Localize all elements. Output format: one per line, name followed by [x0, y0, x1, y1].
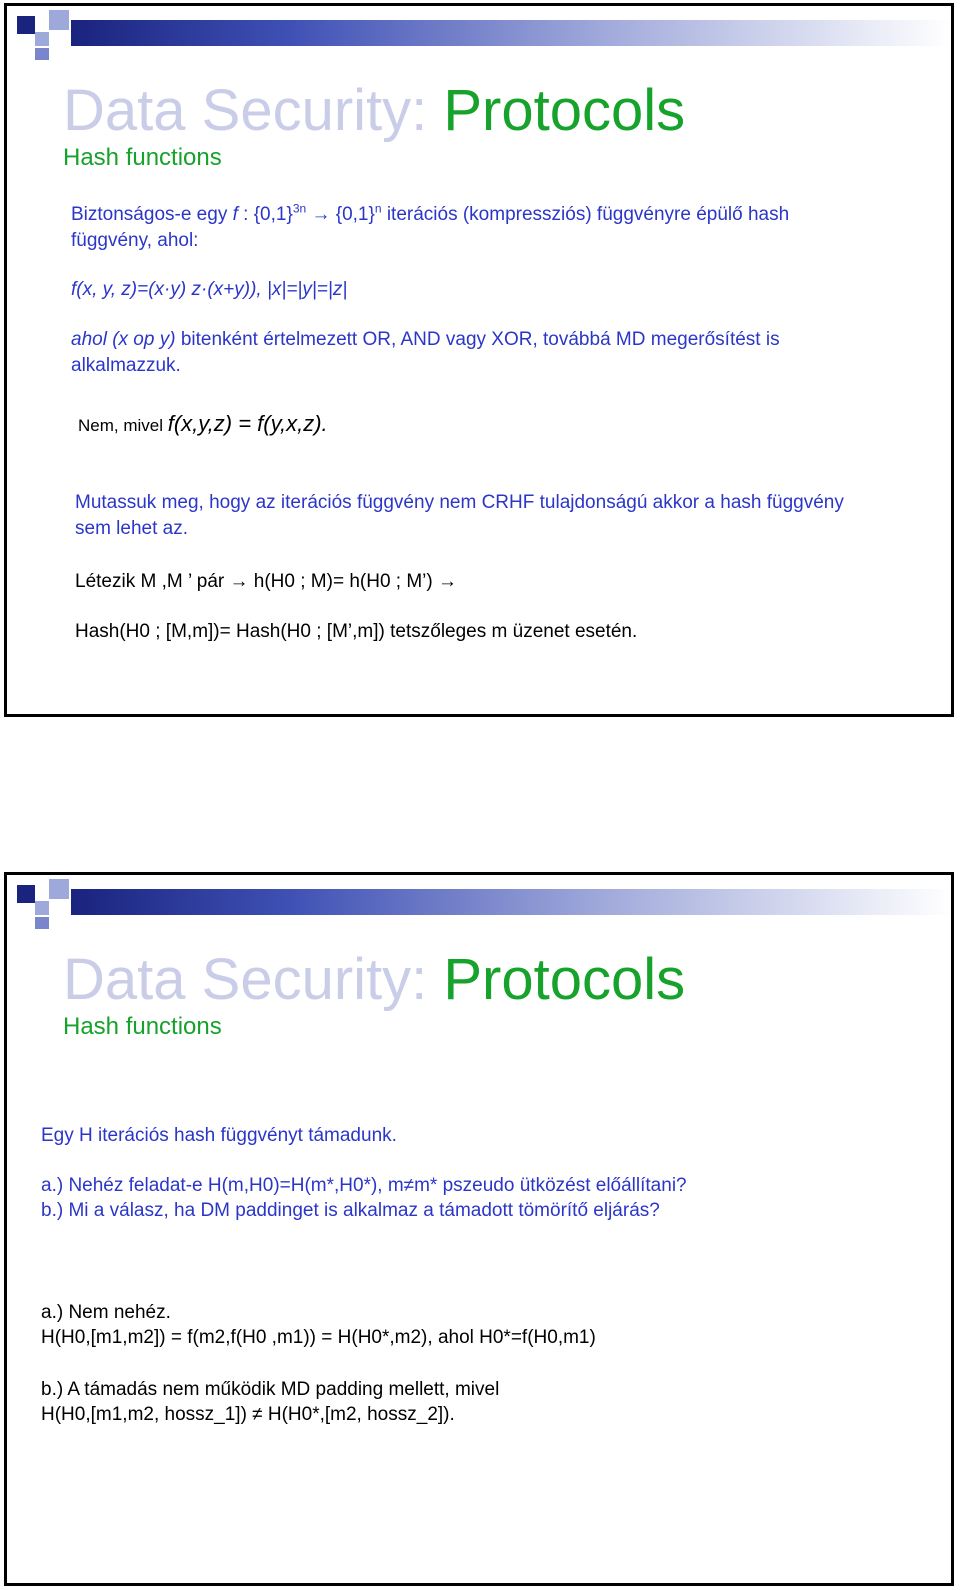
text: Nem, mivel — [78, 416, 168, 435]
letezik-line: Létezik M ,M ’ pár → h(H0 ; M)= h(H0 ; M’) → — [75, 571, 458, 592]
slide-decoration — [7, 875, 951, 935]
title-prefix: Data Security: — [63, 78, 444, 143]
deco-square-light — [49, 10, 69, 30]
slide-subtitle: Hash functions — [63, 144, 222, 171]
mutassuk-line-1: Mutassuk meg, hogy az iterációs függvény nem CRHF tulajdonságú akkor a hash függvény — [75, 492, 844, 513]
title-prefix: Data Security: — [63, 947, 444, 1012]
deco-square-dark — [17, 885, 35, 903]
deco-square-dark — [17, 16, 35, 34]
slide-1 — [4, 3, 954, 717]
slide-2 — [4, 872, 954, 1586]
text: f — [232, 204, 238, 225]
text: → {0,1} — [306, 204, 375, 225]
question-b: b.) Mi a válasz, ha DM paddinget is alkalmaz a támadott tömörítő eljárás? — [41, 1200, 660, 1221]
formula-abs: |x|=|y|=|z| — [261, 279, 348, 300]
superscript: 3n — [292, 201, 307, 216]
slide-decoration — [7, 6, 951, 66]
text: iterációs (kompressziós) függvényre épülő hash — [381, 204, 790, 225]
text: ahol (x op y) — [71, 329, 176, 350]
formula-line — [71, 277, 347, 302]
intro-line: Egy H iterációs hash függvényt támadunk. — [41, 1125, 397, 1146]
slide-title — [63, 945, 685, 1015]
hash-line: Hash(H0 ; [M,m])= Hash(H0 ; [M’,m]) tetszőleges m üzenet esetén. — [75, 621, 638, 642]
answer-b-line-2: H(H0,[m1,m2, hossz_1]) ≠ H(H0*,[m2, hossz_2]). — [41, 1404, 455, 1425]
text: Biztonságos-e egy — [71, 204, 233, 225]
question-line-2: függvény, ahol: — [71, 230, 199, 251]
ahol-line-1 — [71, 327, 780, 352]
question-line-1 — [71, 202, 789, 227]
title-main: Protocols — [443, 947, 686, 1012]
answer-a-line-1: a.) Nem nehéz. — [41, 1302, 171, 1323]
nem-line — [78, 411, 328, 438]
deco-square-mid — [35, 48, 49, 60]
answer-b-line-1: b.) A támadás nem működik MD padding mellett, mivel — [41, 1379, 500, 1400]
mutassuk-line-2: sem lehet az. — [75, 518, 188, 539]
answer-a-line-2: H(H0,[m1,m2]) = f(m2,f(H0 ,m1)) = H(H0*,m2), ahol H0*=f(H0,m1) — [41, 1327, 596, 1348]
deco-gradient-bar — [71, 889, 951, 915]
deco-gradient-bar — [71, 20, 951, 46]
text: bitenként értelmezett OR, AND vagy XOR, továbbá MD megerősítést is — [175, 329, 780, 350]
slide-subtitle: Hash functions — [63, 1013, 222, 1040]
deco-square-light — [35, 32, 49, 46]
formula: f(x,y,z) = f(y,x,z). — [167, 411, 328, 436]
slide-title — [63, 76, 685, 146]
ahol-line-2: alkalmazzuk. — [71, 355, 181, 376]
deco-square-light — [49, 879, 69, 899]
question-a: a.) Nehéz feladat-e H(m,H0)=H(m*,H0*), m≠m* pszeudo ütközést előállítani? — [41, 1175, 687, 1196]
formula: f(x, y, z)=(x·y) z·(x+y)), — [71, 279, 262, 300]
deco-square-light — [35, 901, 49, 915]
superscript: n — [374, 201, 382, 216]
text: : {0,1} — [237, 204, 293, 225]
title-main: Protocols — [443, 78, 686, 143]
deco-square-mid — [35, 917, 49, 929]
